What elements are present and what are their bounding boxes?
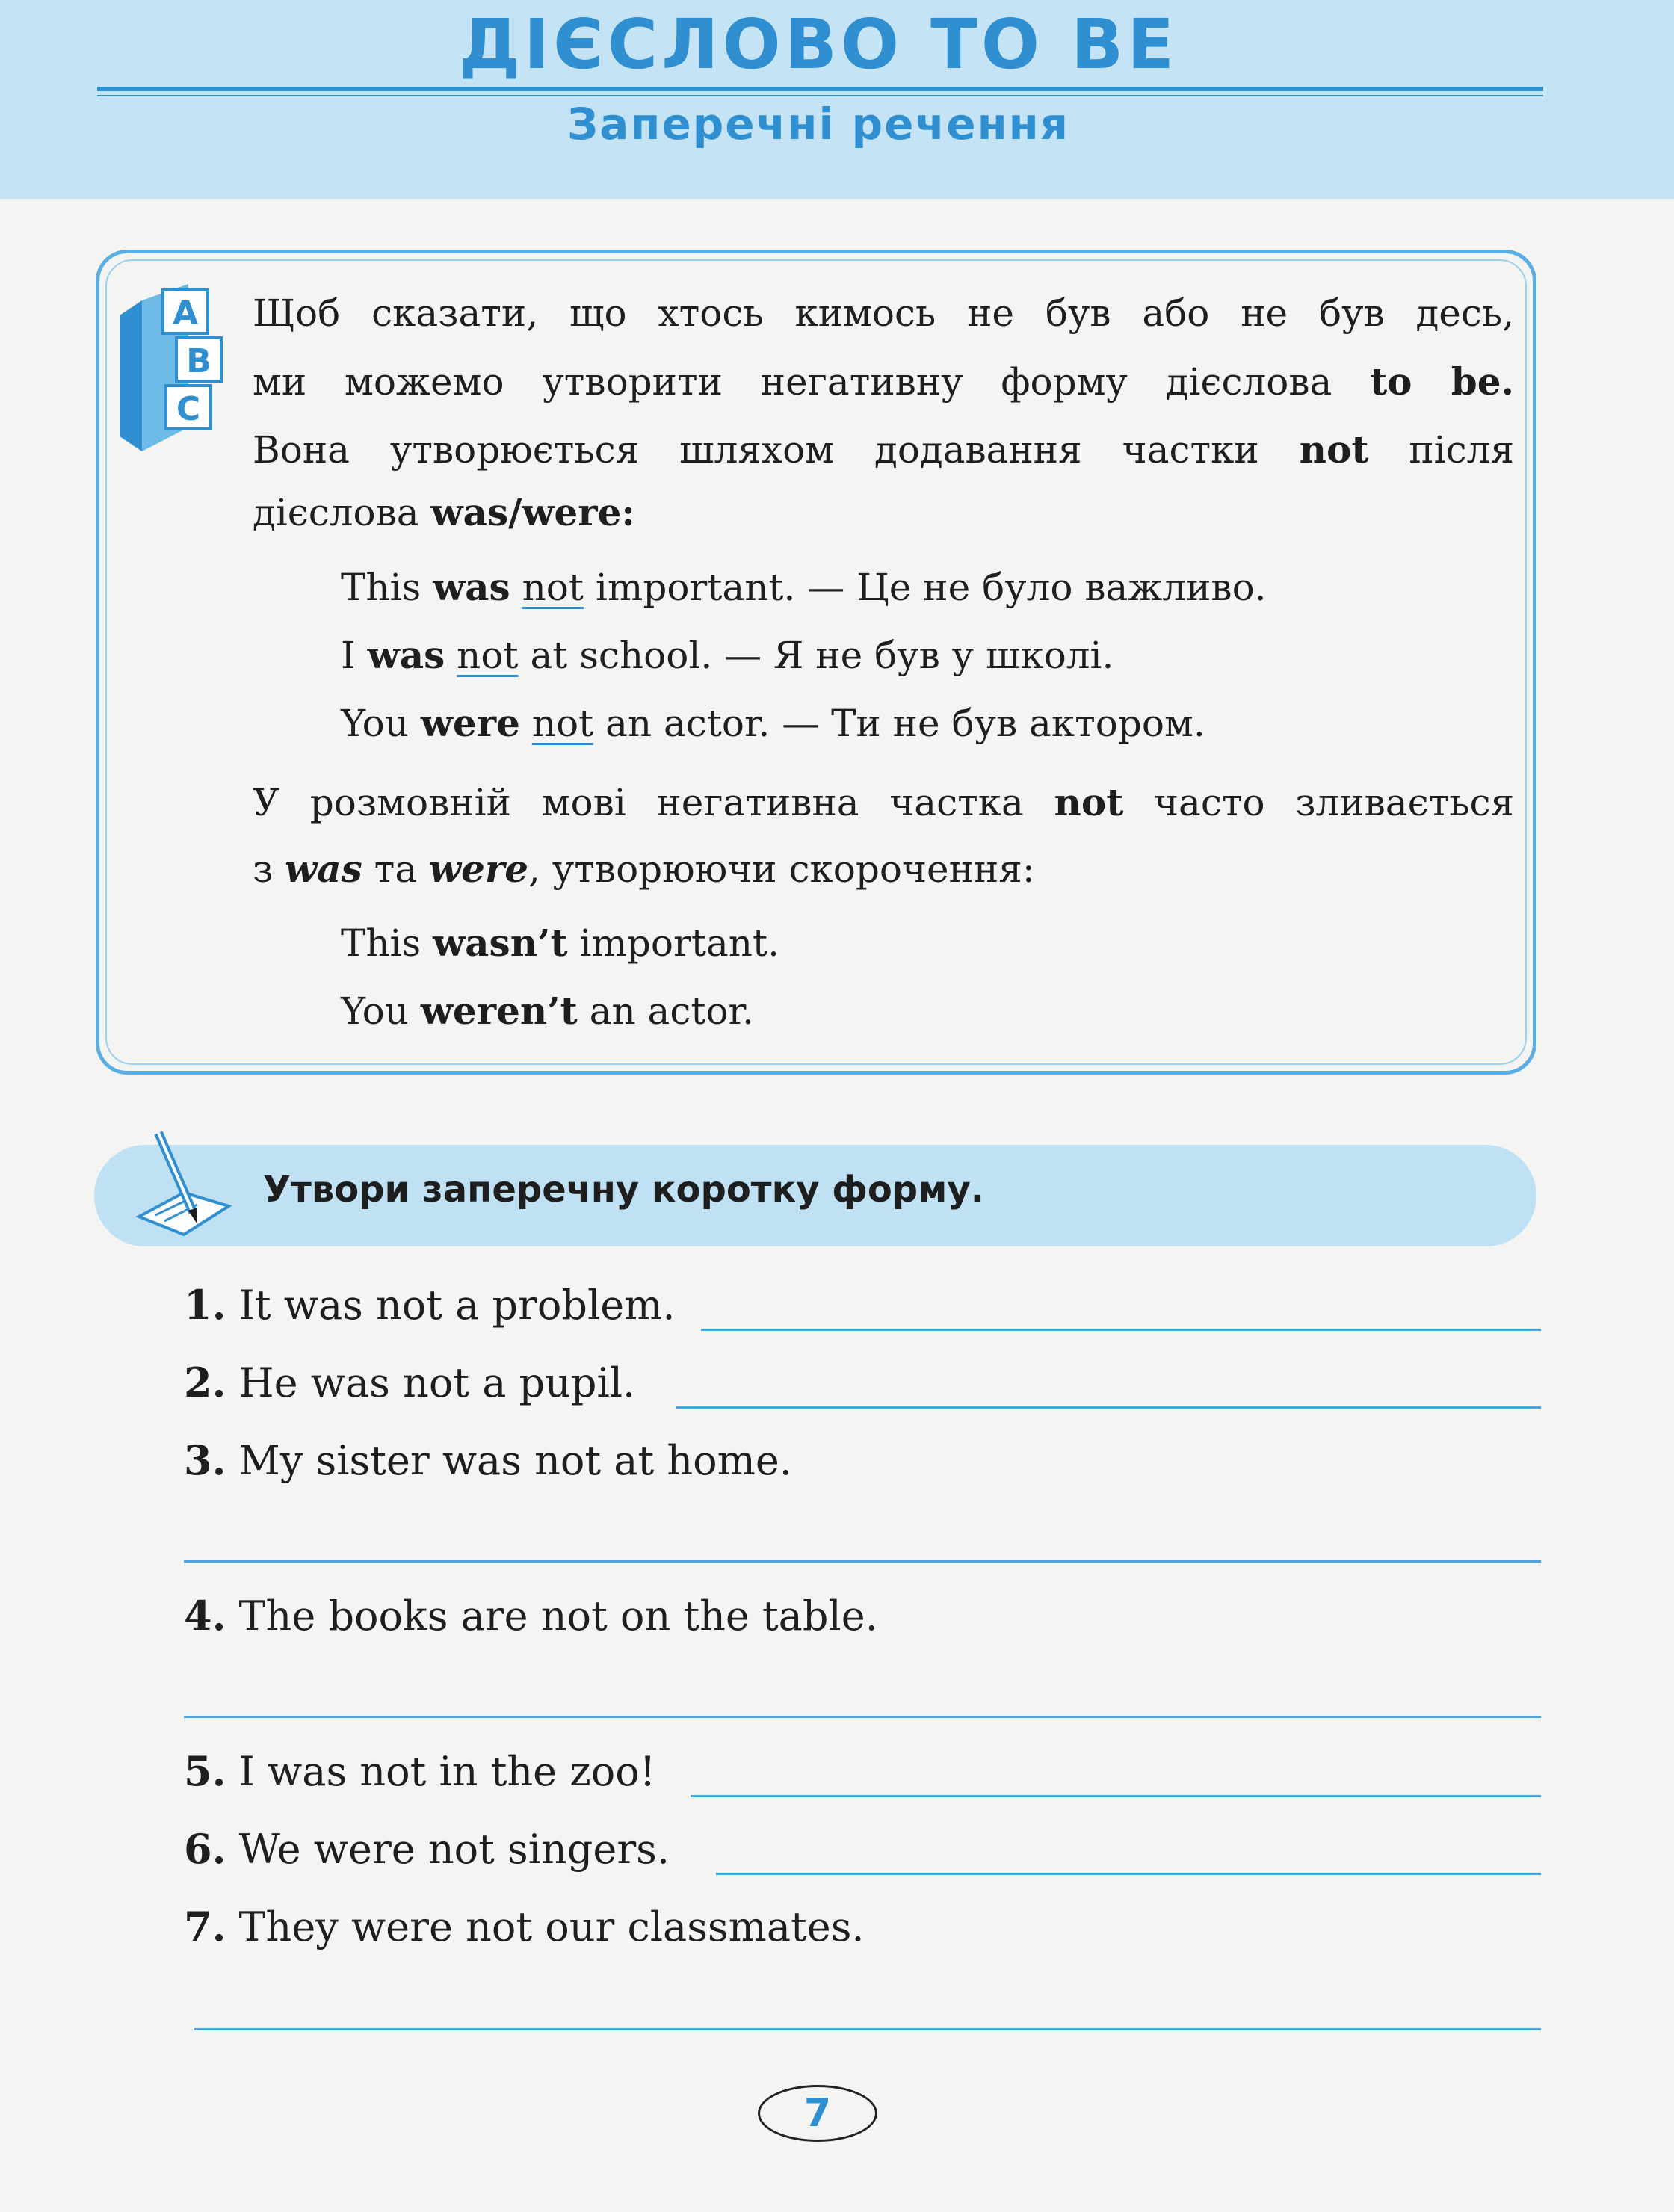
exercise-item-7: 7. They were not our classmates. bbox=[184, 1903, 865, 1950]
svg-text:B: B bbox=[186, 342, 211, 380]
rule-line-3: Вона утворюється шляхом додавання частки not після bbox=[253, 427, 1514, 472]
page-number: 7 bbox=[803, 2091, 832, 2136]
rule-line-2: ми можемо утворити негативну форму дієслова to be. bbox=[253, 359, 1514, 404]
example-2: I was not at school. — Я не був у школі. bbox=[341, 633, 1114, 677]
contraction-line-2: з was та were, утворюючи скорочення: bbox=[253, 847, 1035, 891]
answer-line-3[interactable] bbox=[184, 1560, 1541, 1563]
svg-text:C: C bbox=[176, 390, 201, 428]
example-1: This was not important. — Це не було важливо. bbox=[341, 565, 1267, 609]
exercise-item-6: 6. We were not singers. bbox=[184, 1825, 670, 1873]
exercise-item-4: 4. The books are not on the table. bbox=[184, 1592, 878, 1640]
title-divider bbox=[97, 87, 1543, 91]
answer-line-6[interactable] bbox=[716, 1873, 1541, 1875]
page-subtitle: Заперечні речення bbox=[567, 99, 1069, 149]
short-example-1: This wasn’t important. bbox=[341, 921, 779, 965]
answer-line-7[interactable] bbox=[194, 2028, 1541, 2030]
task-instruction: Утвори заперечну коротку форму. bbox=[263, 1169, 984, 1211]
answer-line-2[interactable] bbox=[676, 1406, 1541, 1409]
exercise-item-1: 1. It was not a problem. bbox=[184, 1281, 676, 1329]
short-example-2: You weren’t an actor. bbox=[341, 989, 754, 1033]
contraction-line-1: У розмовній мові негативна частка not часто зливається bbox=[253, 780, 1515, 824]
answer-line-4[interactable] bbox=[184, 1716, 1541, 1718]
answer-line-5[interactable] bbox=[691, 1795, 1541, 1797]
rule-line-4: дієслова was/were: bbox=[253, 490, 635, 534]
rule-line-1: Щоб сказати, що хтось кимось не був або не був десь, bbox=[253, 291, 1514, 335]
example-3: You were not an actor. — Ти не був актором. bbox=[341, 701, 1205, 745]
exercise-item-3: 3. My sister was not at home. bbox=[184, 1436, 792, 1484]
exercise-item-2: 2. He was not a pupil. bbox=[184, 1359, 636, 1406]
svg-text:A: A bbox=[172, 294, 199, 333]
title-divider-thin bbox=[97, 95, 1543, 96]
exercise-item-5: 5. I was not in the zoo! bbox=[184, 1747, 656, 1795]
page-title: ДІЄСЛОВО TO BE bbox=[458, 4, 1179, 84]
page-number-oval bbox=[758, 2085, 877, 2142]
abc-book-icon bbox=[114, 278, 233, 465]
pencil-paper-icon bbox=[126, 1128, 238, 1248]
answer-line-1[interactable] bbox=[701, 1329, 1541, 1331]
